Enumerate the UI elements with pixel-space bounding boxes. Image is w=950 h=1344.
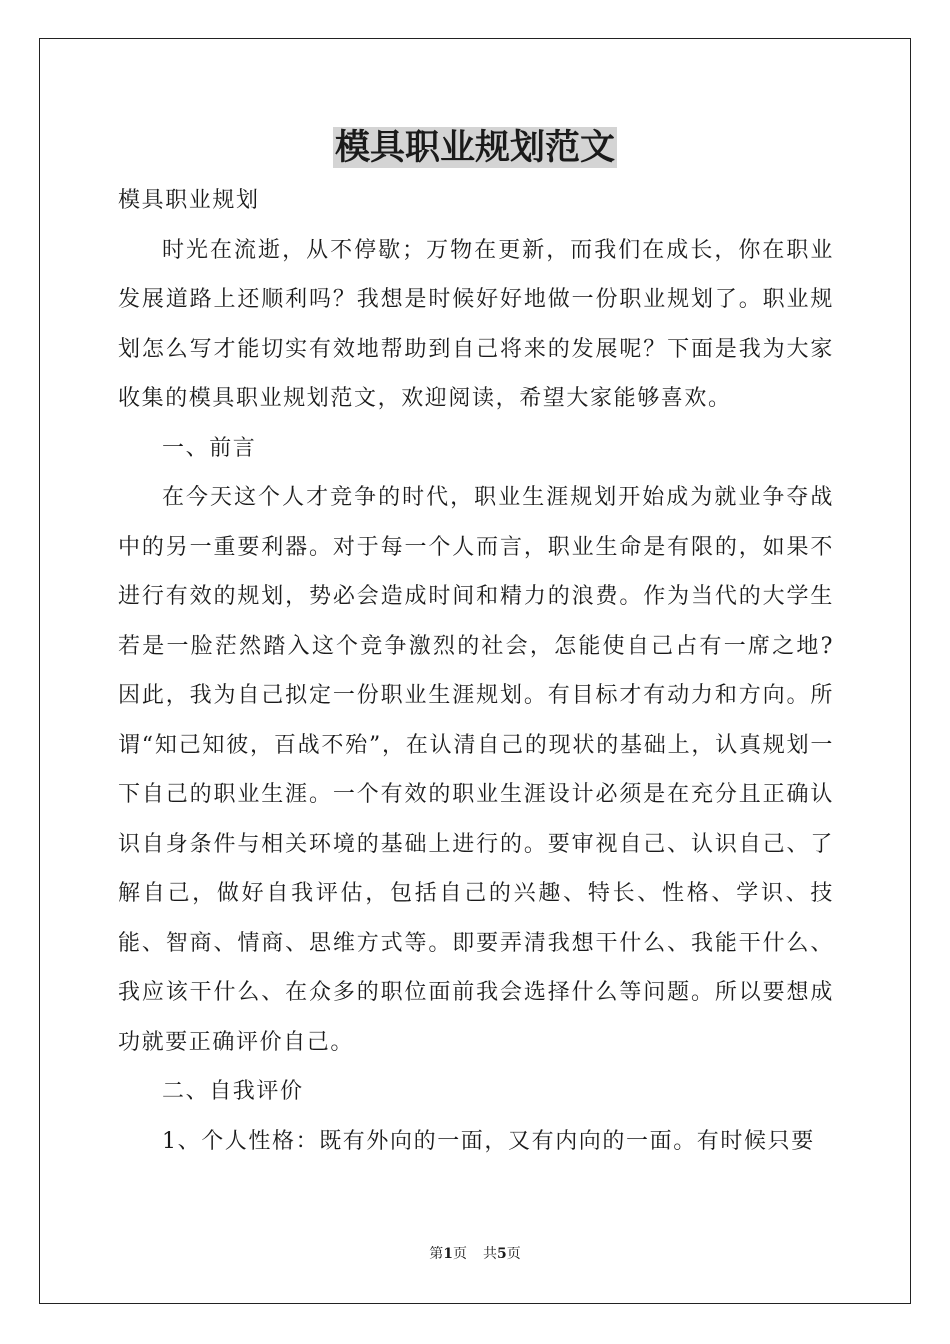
document-body: [118, 176, 834, 1166]
footer-prefix: 第: [429, 1246, 444, 1262]
footer-total-pages: 5: [497, 1246, 507, 1262]
footer-total-prefix: 共: [483, 1246, 497, 1262]
paragraph: 在今天这个人才竞争的时代，职业生涯规划开始成为就业争夺战中的另一重要利器。对于每一个人而言，职业生命是有限的，如果不进行有效的规划，势必会造成时间和精力的浪费。作为当代的大学生若是一脸茫然踏入这个竞争激烈的社会，怎能使自己占有一席之地?因此，我为自己拟定一份职业生涯规划。有目标才有动力和方向。所谓“知己知彼，百战不殆”，在认清自己的现状的基础上，认真规划一下自己的职业生涯。一个有效的职业生涯设计必须是在充分且正确认识自身条件与相关环境的基础上进行的。要审视自己、认识自己、了解自己，做好自我评估，包括自己的兴趣、特长、性格、学识、技能、智商、情商、思维方式等。即要弄清我想干什么、我能干什么、我应该干什么、在众多的职位面前我会选择什么等问题。所以要想成功就要正确评价自己。: [118, 485, 834, 1055]
footer-page-suffix: 页: [453, 1246, 467, 1262]
footer-total-suffix: 页: [506, 1246, 521, 1262]
paragraph: 时光在流逝，从不停歇；万物在更新，而我们在成长，你在职业发展道路上还顺利吗？我想是时候好好地做一份职业规划了。职业规划怎么写才能切实有效地帮助到自己将来的发展呢？下面是我为大家收集的模具职业规划范文，欢迎阅读，希望大家能够喜欢。: [118, 237, 834, 411]
page-footer: [0, 1244, 950, 1264]
paragraph: 二、自我评价: [162, 1079, 304, 1104]
document-title-highlight: 模具职业规划范文: [334, 127, 615, 168]
footer-page-number: 1: [443, 1246, 453, 1262]
paragraph: 1、个人性格：既有外向的一面，又有内向的一面。有时候只要: [162, 1128, 815, 1154]
paragraph: 一、前言: [162, 435, 257, 461]
document-title: [0, 124, 950, 172]
paragraph: 模具职业规划: [118, 188, 260, 213]
